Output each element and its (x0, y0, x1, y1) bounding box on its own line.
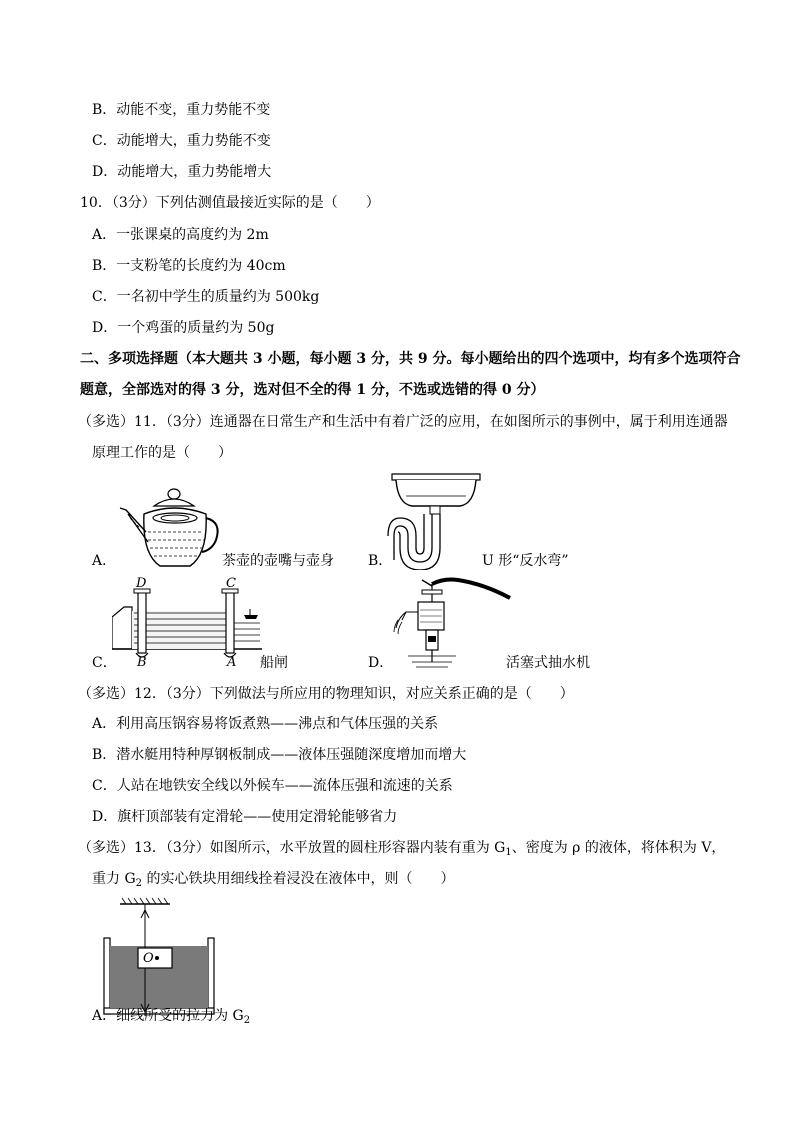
q11-option-d-caption: 活塞式抽水机 (506, 655, 590, 671)
ship-lock-figure (112, 577, 262, 669)
q13-stem-line1: （多选）13．（3分）如图所示，水平放置的圆柱形容器内装有重为 $G_1$、密度为 ρ 的液体，将体积为 V， (78, 840, 726, 858)
q12-option-b: B．潜水艇用特种厚钢板制成——液体压强随深度增加而增大 (92, 747, 467, 763)
q9-option-d: D．动能增大，重力势能增大 (92, 164, 272, 180)
q11-option-a-letter: A． (92, 553, 117, 569)
q11-option-d-letter: D． (368, 655, 394, 671)
q10-option-d: D．一个鸡蛋的质量约为 50g (92, 320, 275, 336)
u-trap-figure (386, 470, 486, 570)
q11-option-b-caption: U 形“反水弯” (482, 553, 569, 569)
teapot-figure (112, 484, 222, 574)
lock-label-b: B (137, 655, 147, 670)
q11-option-c-letter: C． (92, 655, 117, 671)
q10-option-c: C．一名初中学生的质量约为 500kg (92, 289, 320, 305)
q9-option-c: C．动能增大，重力势能不变 (92, 133, 271, 149)
piston-pump-figure (392, 576, 514, 670)
lock-label-d: D (136, 576, 147, 591)
q13-stem-line2: 重力 $G_2$ 的实心铁块用细线拴着浸没在液体中，则（ ） (92, 871, 455, 889)
container-figure (100, 896, 220, 1018)
block-label-o: O (143, 951, 154, 966)
q11-option-c-caption: 船闸 (260, 655, 288, 671)
lock-label-a: A (227, 655, 237, 670)
q11-stem-line2: 原理工作的是（ ） (92, 445, 232, 461)
q9-option-b: B．动能不变，重力势能不变 (92, 102, 271, 118)
q10-option-b: B．一支粉笔的长度约为 40cm (92, 258, 286, 274)
q13-option-a: A．细线所受的拉力为 $G_2$ (92, 1008, 251, 1026)
section-heading-line1: 二、多项选择题（本大题共 3 小题，每小题 3 分，共 9 分。每小题给出的四个选项中，均有多个选项符合 (80, 351, 741, 367)
lock-label-c: C (226, 576, 236, 591)
q12-option-a: A．利用高压锅容易将饭煮熟——沸点和气体压强的关系 (92, 716, 439, 732)
q10-stem: 10．（3分）下列估测值最接近实际的是（ ） (80, 195, 380, 211)
q12-stem: （多选）12．（3分）下列做法与所应用的物理知识，对应关系正确的是（ ） (78, 686, 574, 702)
q10-option-a: A．一张课桌的高度约为 2m (92, 227, 269, 243)
section-heading-line2: 题意，全部选对的得 3 分，选对但不全的得 1 分，不选或选错的得 0 分） (80, 382, 545, 398)
q11-stem-line1: （多选）11．（3分）连通器在日常生产和生活中有着广泛的应用，在如图所示的事例中，属于利用连通器 (78, 414, 728, 430)
q12-option-d: D．旗杆顶部装有定滑轮——使用定滑轮能够省力 (92, 809, 398, 825)
q11-option-a-caption: 茶壶的壶嘴与壶身 (222, 553, 334, 569)
q11-option-b-letter: B． (368, 553, 393, 569)
q12-option-c: C．人站在地铁安全线以外候车——流体压强和流速的关系 (92, 778, 453, 794)
